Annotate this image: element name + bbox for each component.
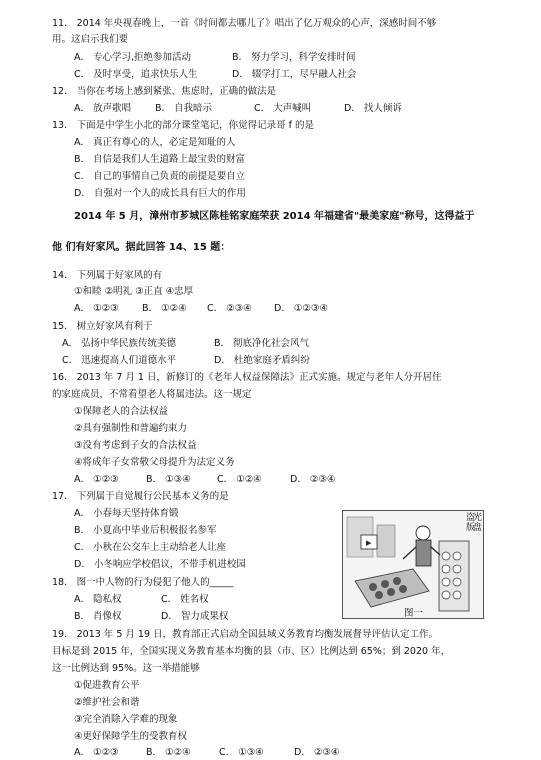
q11-stem-line2: 用。这启示我们要: [52, 34, 129, 45]
q12-option-b: B． 自我暗示: [155, 103, 213, 114]
q14-items: ①和睦 ②明礼 ③正直 ④忠厚: [74, 286, 194, 297]
q16-item-2: ②具有强制性和普遍约束力: [74, 423, 188, 434]
q19-item-1: ①促进教育公平: [74, 680, 140, 691]
q19-item-4: ④更好保障学生的受教育权: [74, 731, 188, 742]
passage-line1: 2014 年 5 月，漳州市芗城区陈桂铭家庭荣获 2014 年福建省"最美家庭"称号，这得益于: [74, 211, 475, 222]
q11-option-d: D． 辍学打工，尽早融人社会: [232, 69, 357, 80]
q14-option-c: C． ②③④: [207, 303, 252, 314]
q16-item-3: ③没有考虑到子女的合法权益: [74, 440, 197, 451]
q19-stem-line2: 目标是到 2015 年，全国实现义务教育基本均衡的县（市、区）比例达到 65%；到 2020 年，: [52, 646, 451, 657]
q11-option-c: C． 及时享受，追求快乐人生: [74, 69, 198, 80]
figure-sign-char-4: 盘: [473, 523, 483, 533]
q19-item-2: ②维护社会和谐: [74, 697, 140, 708]
svg-text:▶: ▶: [366, 539, 372, 547]
q11-option-b: B． 努力学习，科学安排时间: [232, 52, 356, 63]
pirate-disc-cartoon: [343, 511, 483, 618]
q19-item-3: ③完全消除入学难的现象: [74, 714, 178, 725]
q16-stem-line2: 的家庭成员，不常看望老人将属违法。这一规定: [52, 389, 252, 400]
q19-option-d: D． ②③④: [294, 747, 340, 758]
q13-option-a: A． 真正有尊心的人，必定是知耻的人: [74, 137, 236, 148]
q17-option-d: D． 小冬响应学校倡议，不带手机进校园: [74, 559, 246, 570]
q16-option-a: A． ①②③: [74, 474, 119, 485]
passage-line2: 他 们有好家风。据此回答 14、15 题：: [52, 242, 231, 253]
q15-option-a: A． 弘扬中华民族传统美德: [62, 338, 177, 349]
q15-option-c: C． 迅速提高人们道德水平: [62, 355, 177, 366]
q19-option-b: B． ①②④: [146, 747, 191, 758]
figure-one-illustration: [342, 510, 484, 619]
q19-stem-line3: 这一比例达到 95%。这一举措能够: [52, 663, 200, 674]
q13-stem: 13． 下面是中学生小北的部分课堂笔记，你觉得记录哥 f 的是: [52, 120, 314, 131]
q15-option-d: D． 杜绝家庭矛盾纠纷: [214, 355, 310, 366]
q12-option-d: D． 找人倾诉: [344, 103, 402, 114]
q19-option-a: A． ①②③: [74, 747, 119, 758]
q19-stem-line1: 19． 2013 年 5 月 19 日，教育部正式启动全国县域义务教育均衡发展督导评估认定工作。: [52, 629, 439, 640]
q12-option-c: C． 大声喊叫: [254, 103, 312, 114]
q18-stem: 18． 图一中人物的行为侵犯了他人的_____: [52, 577, 234, 588]
q17-option-b: B． 小夏高中毕业后积极报名参军: [74, 525, 217, 536]
q16-item-4: ④将成年子女常敬父母提升为法定义务: [74, 457, 235, 468]
q17-option-a: A． 小春每天坚持体育锻: [74, 508, 179, 519]
figure-sign-char-1: 盗: [466, 513, 476, 523]
q14-option-a: A． ①②③: [74, 303, 119, 314]
q18-option-a: A． 隐私权: [74, 594, 122, 605]
figure-one-caption: 图一: [404, 608, 424, 619]
figure-sign-char-3: 光: [473, 513, 483, 523]
q15-option-b: B． 彻底净化社会风气: [214, 338, 310, 349]
q18-option-c: C． 姓名权: [161, 594, 209, 605]
q16-option-c: C． ①②④: [217, 474, 262, 485]
q17-stem: 17． 下列属于自觉履行公民基本义务的是: [52, 491, 229, 502]
q14-option-d: D． ①②③④: [274, 303, 328, 314]
q16-option-d: D． ②③④: [290, 474, 336, 485]
q13-option-b: B． 自信是我们人生道路上最宝贵的财富: [74, 154, 246, 165]
q12-option-a: A． 放声歌唱: [74, 103, 132, 114]
q18-option-d: D． 智力成果权: [161, 611, 229, 622]
q14-option-b: B． ①②④: [142, 303, 187, 314]
q16-stem-line1: 16． 2013 年 7 月 1 日，新修订的《老年人权益保障法》正式实施。规定与老年人分开居住: [52, 372, 442, 383]
q16-option-b: B． ①③④: [146, 474, 191, 485]
q18-option-b: B． 肖像权: [74, 611, 122, 622]
figure-sign-char-2: 版: [466, 523, 476, 533]
q11-option-a: A． 专心学习,拒绝参加活动: [74, 52, 192, 63]
q14-stem: 14． 下列属于好家风的有: [52, 270, 163, 281]
q11-stem-line1: 11． 2014 年央视春晚上，一首《时间都去哪儿了》唱出了亿万观众的心声，深感时间不够: [52, 18, 437, 29]
q13-option-c: C． 自己的事情自己负责的前提是要自立: [74, 171, 246, 182]
q15-stem: 15． 树立好家风有利于: [52, 321, 153, 332]
q16-item-1: ①保障老人的合法权益: [74, 406, 169, 417]
q12-stem: 12． 当你在考场上感到紧张、焦虑时，正确的做法是: [52, 86, 277, 97]
q17-option-c: C． 小秋在公交车上主动给老人让座: [74, 542, 227, 553]
q19-option-c: C． ①③④: [219, 747, 264, 758]
q13-option-d: D． 自强对一个人的成长具有巨大的作用: [74, 188, 246, 199]
